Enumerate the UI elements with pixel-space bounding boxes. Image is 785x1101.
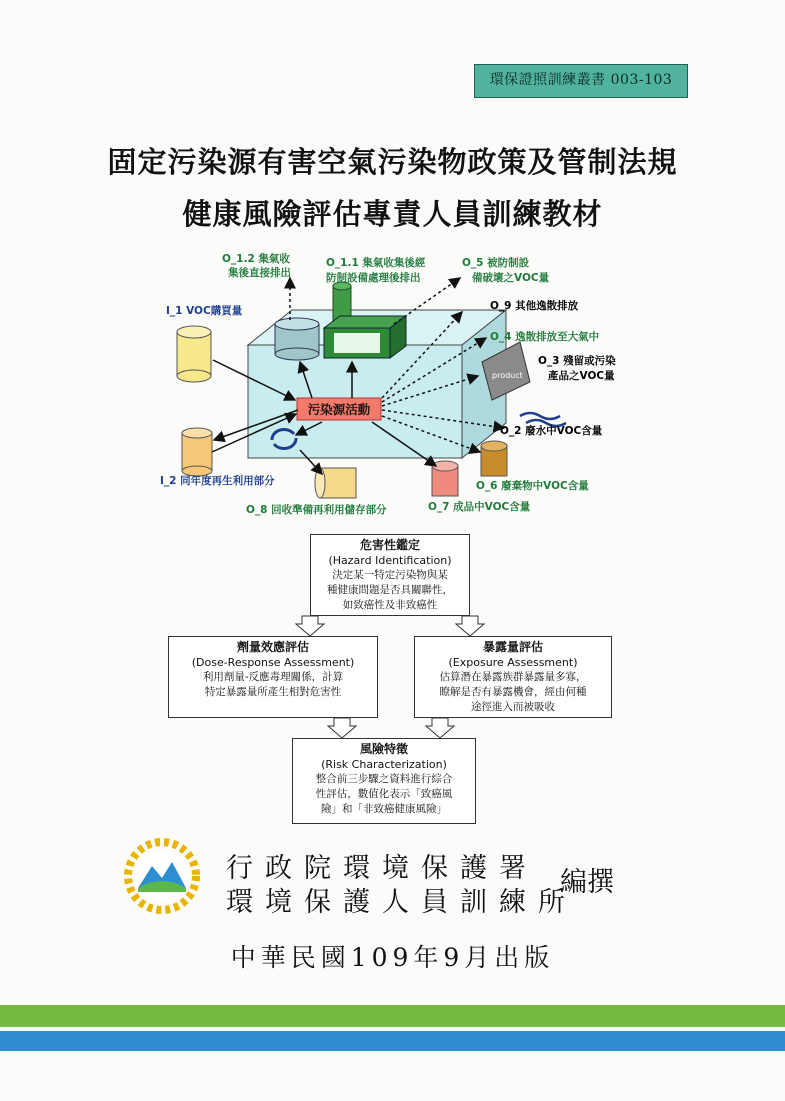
- center-activity-label: 污染源活動: [307, 402, 371, 417]
- green-stripe: [0, 1005, 785, 1027]
- exposure-en: (Exposure Assessment): [448, 656, 578, 669]
- agency-name-1: 行政院環境保護署: [226, 853, 538, 884]
- label-o12a: O_1.2 集氣收: [222, 253, 290, 265]
- hazard-desc-2: 種健康問題是否具關聯性，: [327, 584, 453, 596]
- dose-response-box: [168, 636, 378, 718]
- hazard-identification-box: [310, 534, 470, 616]
- label-o8: O_8 回收準備再利用儲存部分: [246, 504, 387, 516]
- label-o5b: 備破壞之VOC量: [472, 272, 550, 284]
- exposure-assessment-box: [414, 636, 612, 718]
- label-i2: I_2 同年度再生利用部分: [160, 475, 275, 487]
- label-o3a: O_3 殘留或污染: [538, 355, 616, 367]
- label-o11a: O_1.1 集氣收集後經: [326, 257, 426, 269]
- dose-en: (Dose-Response Assessment): [191, 656, 355, 669]
- title-line-2: 健康風險評估專責人員訓練教材: [182, 197, 603, 231]
- dose-desc-1: 利用劑量-反應毒理關係，計算: [202, 671, 344, 683]
- edit-label: 編撰: [560, 867, 614, 898]
- exposure-title: 暴露量評估: [482, 640, 543, 654]
- publish-date: 中華民國109年9月出版: [230, 943, 555, 972]
- risk-desc-1: 整合前三步驟之資料進行綜合: [315, 773, 453, 785]
- label-o12b: 集後直接排出: [228, 267, 291, 279]
- risk-characterization-box: [292, 738, 476, 824]
- epa-logo: [122, 836, 202, 916]
- label-i1: I_1 VOC購買量: [166, 305, 243, 317]
- risk-desc-3: 險」和「非致癌健康風險」: [321, 803, 447, 815]
- label-o5a: O_5 被防制設: [462, 257, 530, 269]
- exposure-desc-1: 估算潛在暴露族群暴露量多寡，: [439, 671, 587, 683]
- label-o6: O_6 廢棄物中VOC含量: [476, 480, 589, 492]
- dose-title: 劑量效應評估: [236, 640, 309, 654]
- label-o4: O_4 逸散排放至大氣中: [490, 331, 600, 343]
- risk-title: 風險特徵: [359, 742, 408, 756]
- dose-desc-2: 特定暴露量所產生相對危害性: [204, 686, 342, 698]
- label-o11b: 防制設備處理後排出: [326, 272, 421, 284]
- label-o2: O_2 廢水中VOC含量: [500, 425, 603, 437]
- exposure-desc-3: 途徑進入而被吸收: [471, 701, 555, 713]
- hazard-desc-3: 如致癌性及非致癌性: [342, 599, 438, 611]
- label-o9: O_9 其他逸散排放: [490, 300, 579, 312]
- blue-stripe: [0, 1031, 785, 1051]
- label-o3b: 產品之VOC量: [548, 370, 615, 382]
- series-code-label: 環保證照訓練叢書 003-103: [474, 64, 688, 98]
- hazard-title: 危害性鑑定: [359, 538, 420, 552]
- agency-name-2: 環境保護人員訓練所: [226, 887, 577, 918]
- exposure-desc-2: 瞭解是否有暴露機會，經由何種: [439, 686, 587, 698]
- hazard-en: (Hazard Identification): [328, 554, 452, 567]
- product-tag: product: [492, 371, 523, 380]
- label-o7: O_7 成品中VOC含量: [428, 501, 531, 513]
- hazard-desc-1: 決定某一特定污染物與某: [332, 569, 448, 581]
- risk-en: (Risk Characterization): [321, 758, 447, 771]
- title-line-1: 固定污染源有害空氣污染物政策及管制法規: [107, 145, 678, 179]
- risk-desc-2: 性評估，數值化表示「致癌風: [315, 788, 453, 800]
